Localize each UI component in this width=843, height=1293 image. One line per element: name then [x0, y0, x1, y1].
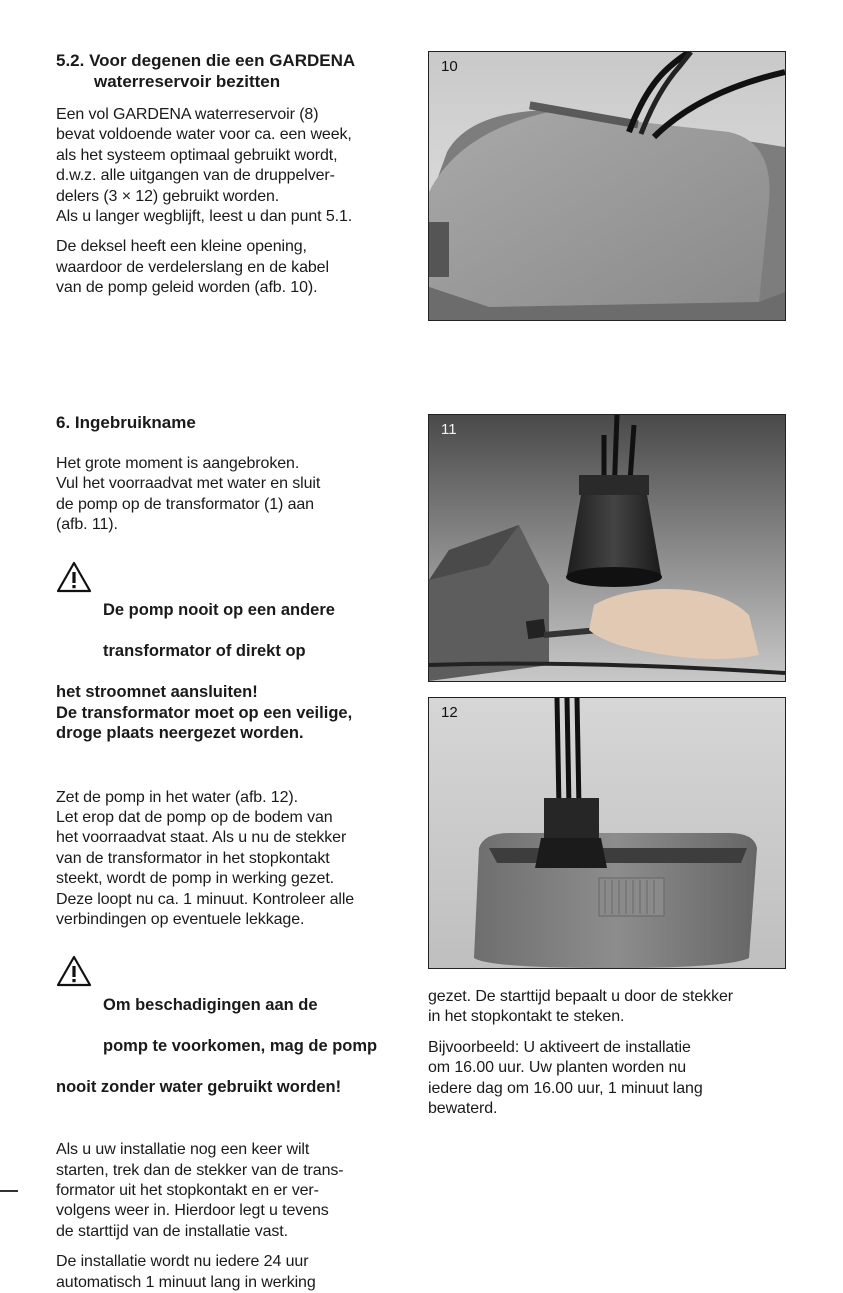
right-column-text	[428, 987, 788, 1119]
warning-2-rest: nooit zonder water gebruikt worden!	[56, 1077, 342, 1096]
warning-2-line-1: Om beschadigingen aan de	[103, 995, 318, 1014]
warning-block-2	[56, 953, 408, 1118]
warning-triangle-icon	[56, 955, 92, 987]
pump-in-reservoir-illustration	[429, 698, 785, 968]
figure-10-photo	[428, 51, 786, 321]
section-5-2-paragraph-2: De deksel heeft een kleine opening, waardoor de verdelerslang en de kabel van de pomp geleid worden (afb. 10).	[56, 238, 329, 297]
section-5-2	[56, 50, 408, 299]
section-6-paragraph-2: Zet de pomp in het water (afb. 12). Let erop dat de pomp op de bodem van het voorraadvat staat. Als u nu de stekker van de transformator in het stopkontakt steekt, wordt de pomp in werking gezet. Deze loopt nu ca. 1 minuut. Kontroleer alle verbindingen op eventuele lekkage.	[56, 788, 355, 928]
section-6	[56, 412, 408, 1293]
warning-1-rest: het stroomnet aansluiten! De transformator moet op een veilige, droge plaats neergezet worden.	[56, 683, 353, 743]
right-paragraph-1: gezet. De starttijd bepaalt u door de stekker in het stopkontakt te steken.	[428, 988, 734, 1026]
reservoir-lid-illustration	[429, 52, 785, 320]
section-6-title: 6. Ingebruikname	[56, 413, 196, 432]
section-5-2-title-line2: waterreservoir bezitten	[94, 72, 281, 91]
section-6-paragraph-3: Als u uw installatie nog een keer wilt starten, trek dan de stekker van de trans- formator uit het stopkontakt en er ver- volgens weer in. Hierdoor legt u tevens de starttijd van de installatie vast.	[56, 1141, 344, 1240]
warning-block-1	[56, 559, 408, 765]
figure-10-number: 10	[441, 58, 458, 75]
warning-triangle-icon	[56, 561, 92, 593]
warning-1-line-1: De pomp nooit op een andere	[103, 600, 335, 619]
section-5-2-title-line1: 5.2. Voor degenen die een GARDENA	[56, 51, 356, 70]
section-5-2-title	[56, 50, 408, 92]
warning-1-line-2: transformator of direkt op	[103, 642, 306, 660]
section-5-2-paragraph-1: Een vol GARDENA waterreservoir (8) bevat voldoende water voor ca. een week, als het systeem optimaal gebruikt wordt, d.w.z. alle uitgangen van de druppelver- delers (3 × 12) gebruikt worden. Als u langer wegblijft, leest u dan punt 5.1.	[56, 106, 353, 226]
pump-transformer-illustration	[429, 415, 785, 681]
right-paragraph-2: Bijvoorbeeld: U aktiveert de installatie om 16.00 uur. Uw planten worden nu iedere dag om 16.00 uur, 1 minuut lang bewaterd.	[428, 1038, 703, 1118]
figure-12-number: 12	[441, 704, 458, 721]
figure-12-photo	[428, 697, 786, 969]
figure-11-number: 11	[441, 421, 457, 438]
section-6-paragraph-1: Het grote moment is aangebroken. Vul het voorraadvat met water en sluit de pomp op de transformator (1) aan (afb. 11).	[56, 455, 321, 534]
warning-2-line-2: pomp te voorkomen, mag de pomp	[103, 1036, 378, 1055]
figure-11-photo	[428, 414, 786, 682]
section-6-paragraph-4: De installatie wordt nu iedere 24 uur automatisch 1 minuut lang in werking	[56, 1253, 316, 1291]
